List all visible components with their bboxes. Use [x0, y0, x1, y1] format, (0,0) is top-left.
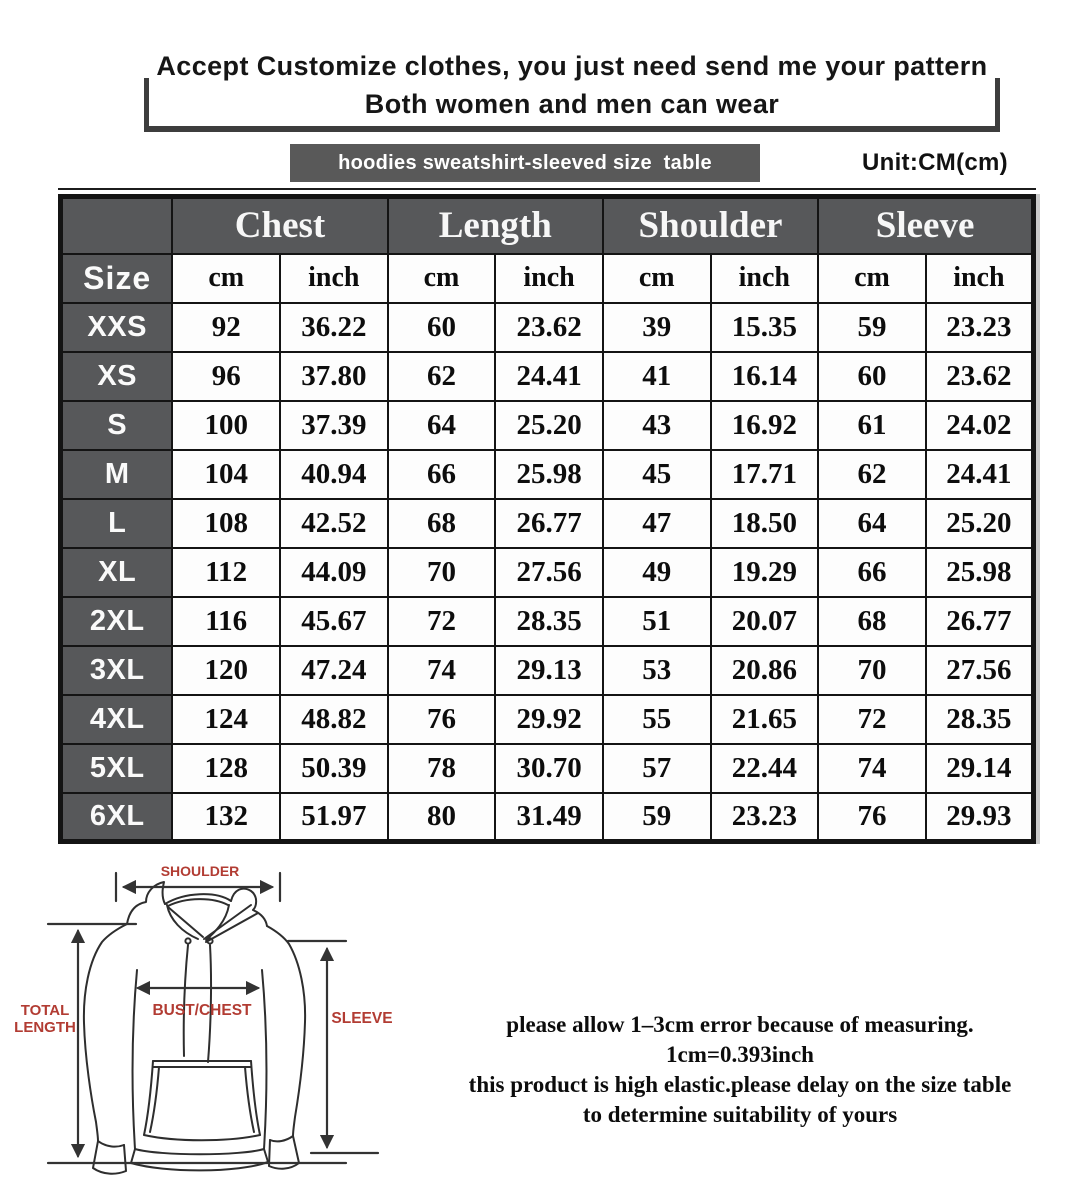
- measurement-cell: 23.62: [495, 303, 603, 352]
- measurement-cell: 76: [818, 793, 926, 842]
- measurement-cell: 116: [172, 597, 280, 646]
- table-row: [61, 499, 1034, 548]
- measurement-cell: 100: [172, 401, 280, 450]
- measurement-cell: 62: [818, 450, 926, 499]
- size-header-cell: Size: [61, 254, 173, 303]
- measurement-cell: 15.35: [711, 303, 819, 352]
- size-label-cell: 2XL: [61, 597, 173, 646]
- measurement-cell: 66: [388, 450, 496, 499]
- note-line: 1cm=0.393inch: [666, 1042, 814, 1067]
- measurement-cell: 24.41: [495, 352, 603, 401]
- measurement-cell: 49: [603, 548, 711, 597]
- measurement-cell: 96: [172, 352, 280, 401]
- measurement-cell: 23.23: [926, 303, 1034, 352]
- unit-header-cell: inch: [280, 254, 388, 303]
- measurement-cell: 17.71: [711, 450, 819, 499]
- measurement-cell: 78: [388, 744, 496, 793]
- measurement-cell: 41: [603, 352, 711, 401]
- group-header-sleeve: Sleeve: [818, 197, 1033, 254]
- measurement-cell: 24.41: [926, 450, 1034, 499]
- table-row: [61, 744, 1034, 793]
- unit-header-cell: cm: [603, 254, 711, 303]
- measurement-cell: 44.09: [280, 548, 388, 597]
- measurement-cell: 25.98: [926, 548, 1034, 597]
- bust-chest-label: BUST/CHEST: [152, 1002, 252, 1019]
- measurement-cell: 66: [818, 548, 926, 597]
- measurement-cell: 37.39: [280, 401, 388, 450]
- size-label-cell: XS: [61, 352, 173, 401]
- unit-header-cell: cm: [818, 254, 926, 303]
- measurement-cell: 45: [603, 450, 711, 499]
- measurement-cell: 64: [818, 499, 926, 548]
- measurement-cell: 45.67: [280, 597, 388, 646]
- size-label-cell: 3XL: [61, 646, 173, 695]
- measurement-cell: 23.23: [711, 793, 819, 842]
- measurement-cell: 60: [388, 303, 496, 352]
- measurement-cell: 25.98: [495, 450, 603, 499]
- unit-header-cell: inch: [495, 254, 603, 303]
- measurement-cell: 112: [172, 548, 280, 597]
- measurement-cell: 64: [388, 401, 496, 450]
- measurement-cell: 16.14: [711, 352, 819, 401]
- measurement-cell: 29.13: [495, 646, 603, 695]
- measurement-cell: 22.44: [711, 744, 819, 793]
- size-label-cell: S: [61, 401, 173, 450]
- measurement-cell: 59: [603, 793, 711, 842]
- measurement-cell: 23.62: [926, 352, 1034, 401]
- headline-line2: Both women and men can wear: [364, 89, 780, 119]
- headline-line1: Accept Customize clothes, you just need send me your pattern: [156, 51, 988, 81]
- measurement-cell: 39: [603, 303, 711, 352]
- measurement-cell: 128: [172, 744, 280, 793]
- measurement-cell: 26.77: [495, 499, 603, 548]
- total-length-label: TOTAL LENGTH: [14, 1002, 76, 1036]
- shoulder-label: SHOULDER: [160, 863, 240, 879]
- size-label-cell: M: [61, 450, 173, 499]
- unit-label: Unit:CM(cm): [862, 149, 1008, 176]
- measurement-cell: 29.92: [495, 695, 603, 744]
- measurement-cell: 60: [818, 352, 926, 401]
- measurement-cell: 132: [172, 793, 280, 842]
- measurement-cell: 18.50: [711, 499, 819, 548]
- unit-header-cell: inch: [926, 254, 1034, 303]
- measurement-cell: 51.97: [280, 793, 388, 842]
- note-line: to determine suitability of yours: [582, 1102, 898, 1127]
- measurement-cell: 16.92: [711, 401, 819, 450]
- measurement-cell: 30.70: [495, 744, 603, 793]
- measurement-cell: 72: [818, 695, 926, 744]
- size-label-cell: XXS: [61, 303, 173, 352]
- measurement-cell: 27.56: [926, 646, 1034, 695]
- measurement-cell: 29.14: [926, 744, 1034, 793]
- table-row: [61, 695, 1034, 744]
- measurement-cell: 70: [818, 646, 926, 695]
- measurement-cell: 36.22: [280, 303, 388, 352]
- measurement-cell: 25.20: [926, 499, 1034, 548]
- note-line: this product is high elastic.please delay on the size table: [468, 1072, 1012, 1097]
- measurement-cell: 21.65: [711, 695, 819, 744]
- measurement-cell: 76: [388, 695, 496, 744]
- size-label-cell: L: [61, 499, 173, 548]
- unit-header-cell: inch: [711, 254, 819, 303]
- table-row: [61, 401, 1034, 450]
- table-row: [61, 793, 1034, 842]
- measurement-cell: 47.24: [280, 646, 388, 695]
- measurement-cell: 24.02: [926, 401, 1034, 450]
- measurement-cell: 57: [603, 744, 711, 793]
- measurement-cell: 31.49: [495, 793, 603, 842]
- measurement-cell: 74: [818, 744, 926, 793]
- measurement-cell: 72: [388, 597, 496, 646]
- table-top-rule: [58, 188, 1036, 190]
- unit-header-cell: cm: [172, 254, 280, 303]
- table-unit-header-row: [61, 254, 1034, 303]
- table-row: [61, 548, 1034, 597]
- table-row: [61, 646, 1034, 695]
- measurement-cell: 55: [603, 695, 711, 744]
- group-header-length: Length: [388, 197, 603, 254]
- measurement-cell: 53: [603, 646, 711, 695]
- measurement-cell: 50.39: [280, 744, 388, 793]
- measurement-cell: 28.35: [495, 597, 603, 646]
- measurement-cell: 80: [388, 793, 496, 842]
- measurement-cell: 43: [603, 401, 711, 450]
- measurement-cell: 25.20: [495, 401, 603, 450]
- measurement-cell: 61: [818, 401, 926, 450]
- measurement-cell: 62: [388, 352, 496, 401]
- measurement-cell: 47: [603, 499, 711, 548]
- measurement-cell: 26.77: [926, 597, 1034, 646]
- measurement-cell: 51: [603, 597, 711, 646]
- measurement-cell: 37.80: [280, 352, 388, 401]
- measurement-diagram: [0, 860, 420, 1196]
- measurement-cell: 40.94: [280, 450, 388, 499]
- measurement-cell: 59: [818, 303, 926, 352]
- sleeve-label: SLEEVE: [331, 1010, 393, 1027]
- group-header-shoulder: Shoulder: [603, 197, 818, 254]
- measuring-notes: [402, 1010, 1078, 1130]
- size-label-cell: 5XL: [61, 744, 173, 793]
- measurement-cell: 29.93: [926, 793, 1034, 842]
- measurement-cell: 19.29: [711, 548, 819, 597]
- measurement-cell: 104: [172, 450, 280, 499]
- measurement-cell: 42.52: [280, 499, 388, 548]
- table-group-header-row: [61, 197, 1034, 254]
- size-table-body: [61, 303, 1034, 842]
- measurement-cell: 27.56: [495, 548, 603, 597]
- measurement-cell: 74: [388, 646, 496, 695]
- table-row: [61, 303, 1034, 352]
- size-label-cell: 4XL: [61, 695, 173, 744]
- table-row: [61, 352, 1034, 401]
- group-header-chest: Chest: [172, 197, 387, 254]
- measurement-cell: 120: [172, 646, 280, 695]
- note-line: please allow 1–3cm error because of measuring.: [506, 1012, 974, 1037]
- measurement-cell: 48.82: [280, 695, 388, 744]
- measurement-cell: 92: [172, 303, 280, 352]
- measurement-cell: 68: [818, 597, 926, 646]
- measurement-cell: 124: [172, 695, 280, 744]
- corner-cell: [61, 197, 173, 254]
- table-row: [61, 450, 1034, 499]
- measurement-cell: 70: [388, 548, 496, 597]
- table-row: [61, 597, 1034, 646]
- size-table-caption: hoodies sweatshirt-sleeved size table: [290, 144, 760, 182]
- measurement-cell: 68: [388, 499, 496, 548]
- unit-header-cell: cm: [388, 254, 496, 303]
- size-label-cell: XL: [61, 548, 173, 597]
- measurement-cell: 20.07: [711, 597, 819, 646]
- measurement-cell: 20.86: [711, 646, 819, 695]
- measurement-cell: 28.35: [926, 695, 1034, 744]
- measurement-cell: 108: [172, 499, 280, 548]
- size-table: [58, 194, 1036, 844]
- size-label-cell: 6XL: [61, 793, 173, 842]
